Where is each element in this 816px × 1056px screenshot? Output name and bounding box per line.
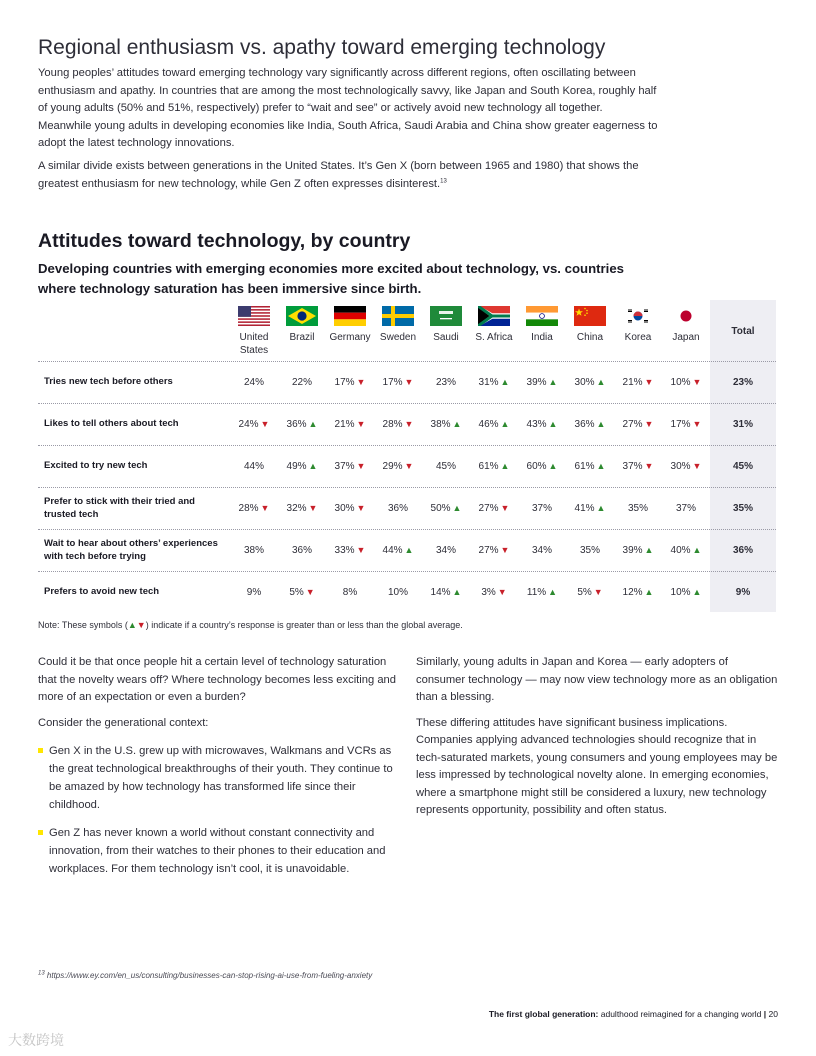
- cell-value: 39%: [526, 376, 547, 388]
- table-cell: [470, 543, 518, 557]
- table-cell: [230, 375, 278, 389]
- cell-value: 21%: [334, 418, 355, 430]
- table-cell: [278, 543, 326, 557]
- cell-value: 38%: [430, 418, 451, 430]
- arrow-up-icon: ▲: [500, 418, 510, 429]
- arrow-up-icon: ▲: [452, 586, 462, 597]
- table-cell: [326, 417, 374, 431]
- cell-value: 37%: [334, 460, 355, 472]
- cell-value: 10%: [387, 586, 408, 598]
- intro-paragraph-2: [38, 158, 658, 193]
- cell-value: 27%: [478, 544, 499, 556]
- arrow-up-icon: ▲: [308, 460, 318, 471]
- table-cell: [662, 375, 710, 389]
- total-cell: 31%: [732, 418, 753, 430]
- table-cell: [614, 375, 662, 389]
- flag-saudi-icon: [430, 306, 462, 326]
- right-paragraph-1: Similarly, young adults in Japan and Korea — early adopters of consumer technology — may now view technology more as an obligation than a blessing.: [416, 656, 778, 703]
- arrow-up-icon: ▲: [644, 544, 654, 555]
- bullet-item-gen-x: Gen X in the U.S. grew up with microwaves, Walkmans and VCRs as the great technological breakthroughs of their youth. They continue to be amazed by how technology has transformed life since their childhood.: [38, 742, 398, 814]
- country-name-united-states: United States: [239, 332, 269, 356]
- arrow-up-icon: ▲: [452, 502, 462, 513]
- row-label: Prefers to avoid new tech: [44, 586, 160, 598]
- arrow-up-icon: ▲: [404, 544, 414, 555]
- table-cell: [470, 585, 518, 599]
- country-name-saudi: Saudi: [433, 332, 459, 343]
- table-cell: [374, 543, 422, 557]
- row-divider: [38, 403, 776, 404]
- arrow-down-icon: ▼: [500, 502, 510, 513]
- table-cell: [326, 459, 374, 473]
- cell-value: 30%: [574, 376, 595, 388]
- cell-value: 21%: [622, 376, 643, 388]
- arrow-down-icon: ▼: [404, 376, 414, 387]
- row-label: Prefer to stick with their tried and trusted tech: [44, 495, 195, 520]
- cell-value: 33%: [334, 544, 355, 556]
- footer-title-rest: adulthood reimagined for a changing world: [598, 1009, 762, 1019]
- table-cell: [614, 543, 662, 557]
- cell-value: 17%: [670, 418, 691, 430]
- total-cell: 36%: [732, 544, 753, 556]
- arrow-down-icon: ▼: [356, 460, 366, 471]
- flag-sweden-icon: [382, 306, 414, 326]
- arrow-down-icon: ▼: [404, 418, 414, 429]
- table-cell: [518, 417, 566, 431]
- row-divider: [38, 361, 776, 362]
- table-cell: [614, 585, 662, 599]
- table-cell: [566, 459, 614, 473]
- cell-value: 46%: [478, 418, 499, 430]
- arrow-down-icon: ▼: [305, 586, 315, 597]
- cell-value: 41%: [574, 502, 595, 514]
- arrow-up-icon: ▲: [548, 418, 558, 429]
- table-cell: [326, 585, 374, 599]
- cell-value: 3%: [481, 586, 496, 598]
- arrow-down-icon: ▼: [356, 376, 366, 387]
- table-cell: [518, 585, 566, 599]
- note-down-icon: ▼: [136, 620, 146, 630]
- flag-korea-icon: [622, 306, 654, 326]
- cell-value: 44%: [243, 460, 264, 472]
- body-left-column: [38, 654, 398, 888]
- footnote-ref: 13: [440, 177, 447, 184]
- table-cell: [230, 543, 278, 557]
- country-name-japan: Japan: [672, 332, 700, 343]
- country-name-south-africa: S. Africa: [475, 332, 513, 343]
- cell-value: 49%: [286, 460, 307, 472]
- total-cell: 45%: [732, 460, 753, 472]
- footer-title-bold: The first global generation:: [488, 1009, 599, 1019]
- cell-value: 35%: [627, 502, 648, 514]
- arrow-up-icon: ▲: [596, 502, 606, 513]
- cell-value: 24%: [238, 418, 259, 430]
- arrow-up-icon: ▲: [596, 460, 606, 471]
- table-cell: [566, 375, 614, 389]
- row-divider: [38, 487, 776, 488]
- cell-value: 10%: [670, 376, 691, 388]
- table-cell: [422, 501, 470, 515]
- table-cell: [662, 501, 710, 515]
- country-name-brazil: Brazil: [289, 332, 315, 343]
- arrow-down-icon: ▼: [692, 376, 702, 387]
- cell-value: 37%: [675, 502, 696, 514]
- cell-value: 11%: [526, 586, 547, 598]
- table-note: Note: These symbols (▲▼) indicate if a country’s response is greater than or less than the global average.: [38, 620, 463, 630]
- flag-south-africa-icon: [478, 306, 510, 326]
- cell-value: 29%: [382, 460, 403, 472]
- country-name-korea: Korea: [624, 332, 652, 343]
- table-cell: [230, 417, 278, 431]
- body-right-column: [416, 654, 778, 820]
- arrow-up-icon: ▲: [308, 418, 318, 429]
- right-paragraph-2: These differing attitudes have significant business implications. Companies applying advanced technologies should recognize that in tech-saturated markets, young consumers and young employees may be less impressed by technological novelty alone. In emerging economies, where a smartphone might still be considered a luxury, new technology represents opportunity, possibility and often status.: [416, 716, 778, 816]
- cell-value: 37%: [622, 460, 643, 472]
- country-name-china: China: [576, 332, 604, 343]
- cell-value: 45%: [435, 460, 456, 472]
- cell-value: 36%: [387, 502, 408, 514]
- cell-value: 17%: [334, 376, 355, 388]
- arrow-up-icon: ▲: [500, 376, 510, 387]
- page-number: 20: [768, 1009, 778, 1019]
- table-cell: [566, 543, 614, 557]
- section-title: Regional enthusiasm vs. apathy toward emerging technology: [38, 36, 606, 59]
- arrow-down-icon: ▼: [692, 418, 702, 429]
- total-cell: 23%: [732, 376, 753, 388]
- intro-paragraph-1: Young peoples’ attitudes toward emerging technology vary significantly across different regions, often oscillating between enthusiasm and apathy. In countries that are among the most technologically savvy, like Japan and South Korea, roughly half of young adults (50% and 51%, respectively) prefer to “wait and see” or actively avoid new technology all together. Meanwhile young adults in developing economies like India, South Africa, Saudi Arabia and China show greater eagerness to adopt the latest technology innovations.: [38, 67, 658, 149]
- total-cell: 35%: [732, 502, 753, 514]
- flag-japan-icon: [670, 306, 702, 326]
- cell-value: 5%: [289, 586, 304, 598]
- table-cell: [278, 501, 326, 515]
- cell-value: 27%: [478, 502, 499, 514]
- cell-value: 32%: [286, 502, 307, 514]
- arrow-up-icon: ▲: [596, 418, 606, 429]
- table-cell: [422, 459, 470, 473]
- cell-value: 12%: [622, 586, 643, 598]
- cell-value: 30%: [670, 460, 691, 472]
- cell-value: 23%: [435, 376, 456, 388]
- cell-value: 36%: [286, 418, 307, 430]
- arrow-down-icon: ▼: [692, 460, 702, 471]
- row-label: Excited to try new tech: [44, 460, 148, 472]
- intro-paragraph-2-text: A similar divide exists between generations in the United States. It’s Gen X (born between 1965 and 1980) that shows the greatest enthusiasm for new technology, while Gen Z often expresses disinterest.: [38, 160, 639, 190]
- table-cell: [326, 375, 374, 389]
- total-cell: 9%: [735, 586, 751, 598]
- note-up-icon: ▲: [127, 620, 137, 630]
- cell-value: 9%: [246, 586, 262, 598]
- table-cell: [614, 501, 662, 515]
- cell-value: 10%: [670, 586, 691, 598]
- cell-value: 61%: [478, 460, 499, 472]
- row-label: Tries new tech before others: [44, 376, 173, 388]
- cell-value: 30%: [334, 502, 355, 514]
- arrow-up-icon: ▲: [548, 460, 558, 471]
- arrow-down-icon: ▼: [644, 418, 654, 429]
- arrow-up-icon: ▲: [644, 586, 654, 597]
- row-label: Likes to tell others about tech: [44, 418, 179, 430]
- arrow-up-icon: ▲: [452, 418, 462, 429]
- bullet-marker-icon: [38, 830, 43, 835]
- table-cell: [278, 459, 326, 473]
- cell-value: 14%: [430, 586, 451, 598]
- table-cell: [566, 585, 614, 599]
- arrow-down-icon: ▼: [593, 586, 603, 597]
- table-cell: [662, 585, 710, 599]
- arrow-down-icon: ▼: [356, 502, 366, 513]
- bullet-item-gen-z: Gen Z has never known a world without constant connectivity and innovation, from their watches to their phones to their education and workplaces. For them technology isn’t cool, it is unavoidable.: [38, 824, 398, 878]
- table-cell: [278, 417, 326, 431]
- page-footer: The first global generation: adulthood reimagined for a changing world | 20: [488, 1009, 778, 1019]
- chart-subheading: Developing countries with emerging economies more excited about technology, vs. countries where technology saturation has been immersive since birth.: [38, 261, 624, 296]
- cell-value: 5%: [577, 586, 592, 598]
- chart-heading: Attitudes toward technology, by country: [38, 230, 411, 252]
- table-cell: [518, 459, 566, 473]
- row-divider: [38, 571, 776, 572]
- cell-value: 31%: [478, 376, 499, 388]
- cell-value: 39%: [622, 544, 643, 556]
- arrow-down-icon: ▼: [644, 376, 654, 387]
- arrow-down-icon: ▼: [356, 418, 366, 429]
- cell-value: 28%: [382, 418, 403, 430]
- table-cell: [374, 501, 422, 515]
- cell-value: 35%: [579, 544, 600, 556]
- table-cell: [518, 375, 566, 389]
- flag-us-icon: [238, 306, 270, 326]
- cell-value: 8%: [342, 586, 358, 598]
- table-cell: [566, 417, 614, 431]
- left-paragraph-1: Could it be that once people hit a certain level of technology saturation that the novelty wears off? Where technology becomes less exciting and more of an expectation or even a burden?: [38, 656, 396, 703]
- cell-value: 24%: [243, 376, 264, 388]
- cell-value: 44%: [382, 544, 403, 556]
- arrow-down-icon: ▼: [260, 418, 270, 429]
- flag-india-icon: [526, 306, 558, 326]
- table-cell: [422, 543, 470, 557]
- table-cell: [614, 417, 662, 431]
- table-cell: [662, 543, 710, 557]
- table-cell: [326, 543, 374, 557]
- table-cell: [374, 417, 422, 431]
- flag-brazil-icon: [286, 306, 318, 326]
- total-column-header: Total: [731, 326, 755, 337]
- total-column-background: [710, 300, 776, 612]
- watermark-logo: 大数跨境: [8, 1032, 64, 1048]
- cell-value: 60%: [526, 460, 547, 472]
- table-cell: [230, 459, 278, 473]
- table-cell: [278, 375, 326, 389]
- country-name-sweden: Sweden: [379, 332, 417, 343]
- table-cell: [374, 459, 422, 473]
- row-divider: [38, 529, 776, 530]
- arrow-down-icon: ▼: [356, 544, 366, 555]
- cell-value: 28%: [238, 502, 259, 514]
- arrow-down-icon: ▼: [308, 502, 318, 513]
- row-label: Wait to hear about others’ experiences with tech before trying: [44, 537, 218, 562]
- cell-value: 43%: [526, 418, 547, 430]
- arrow-up-icon: ▲: [500, 460, 510, 471]
- table-cell: [470, 501, 518, 515]
- table-cell: [230, 585, 278, 599]
- arrow-up-icon: ▲: [548, 376, 558, 387]
- cell-value: 61%: [574, 460, 595, 472]
- flag-china-icon: [574, 306, 606, 326]
- left-paragraph-2: Consider the generational context:: [38, 716, 209, 729]
- arrow-down-icon: ▼: [260, 502, 270, 513]
- arrow-up-icon: ▲: [596, 376, 606, 387]
- table-cell: [566, 501, 614, 515]
- row-divider: [38, 445, 776, 446]
- flag-germany-icon: [334, 306, 366, 326]
- table-cell: [470, 375, 518, 389]
- cell-value: 34%: [435, 544, 456, 556]
- arrow-down-icon: ▼: [644, 460, 654, 471]
- cell-value: 17%: [382, 376, 403, 388]
- cell-value: 27%: [622, 418, 643, 430]
- arrow-down-icon: ▼: [500, 544, 510, 555]
- table-cell: [230, 501, 278, 515]
- table-cell: [470, 417, 518, 431]
- bullet-marker-icon: [38, 748, 43, 753]
- table-cell: [326, 501, 374, 515]
- table-cell: [422, 417, 470, 431]
- cell-value: 50%: [430, 502, 451, 514]
- table-cell: [422, 585, 470, 599]
- cell-value: 38%: [243, 544, 264, 556]
- cell-value: 36%: [291, 544, 312, 556]
- arrow-down-icon: ▼: [497, 586, 507, 597]
- table-cell: [422, 375, 470, 389]
- footnote-link[interactable]: https://www.ey.com/en_us/consulting/businesses-can-stop-rising-ai-use-from-fueling-anxiety: [44, 971, 373, 980]
- arrow-up-icon: ▲: [548, 586, 558, 597]
- cell-value: 37%: [531, 502, 552, 514]
- footnote: $^{13}$ https://www.ey.com/en_us/consulting/businesses-can-stop-rising-ai-use-from-fueling-anxiety: [38, 970, 373, 980]
- cell-value: 36%: [574, 418, 595, 430]
- table-cell: [518, 543, 566, 557]
- table-cell: [278, 585, 326, 599]
- cell-value: 40%: [670, 544, 691, 556]
- cell-value: 22%: [291, 376, 312, 388]
- country-name-germany: Germany: [329, 332, 371, 343]
- table-cell: [374, 585, 422, 599]
- arrow-down-icon: ▼: [404, 460, 414, 471]
- country-name-india: India: [531, 332, 553, 343]
- table-cell: [662, 459, 710, 473]
- table-cell: [662, 417, 710, 431]
- table-cell: [614, 459, 662, 473]
- cell-value: 34%: [531, 544, 552, 556]
- arrow-up-icon: ▲: [692, 586, 702, 597]
- table-cell: [518, 501, 566, 515]
- arrow-up-icon: ▲: [692, 544, 702, 555]
- table-cell: [470, 459, 518, 473]
- table-cell: [374, 375, 422, 389]
